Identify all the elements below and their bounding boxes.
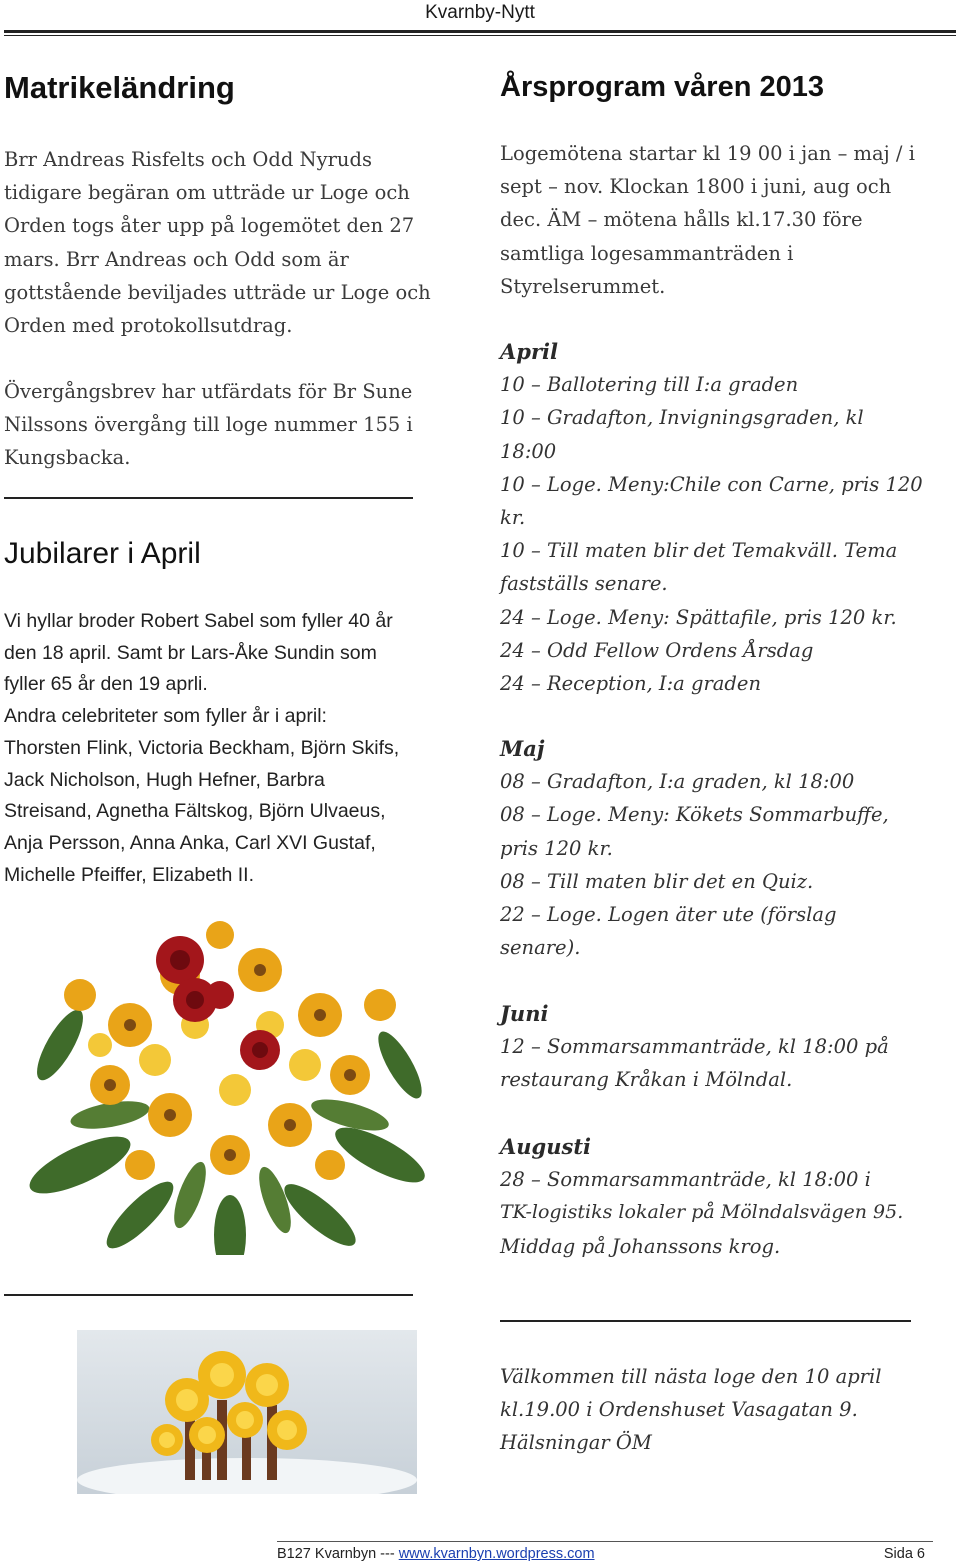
text-line: Övergångsbrev har utfärdats för Br Sune	[4, 380, 413, 403]
welcome-message	[500, 1360, 950, 1460]
schedule-line: senare).	[500, 936, 581, 960]
text-line: Styrelserummet.	[500, 274, 666, 298]
arsprogram-heading: Årsprogram våren 2013	[500, 71, 824, 103]
text-line: Orden med protokollsutdrag.	[4, 314, 293, 338]
text-line: mars. Brr Andreas och Odd som är	[4, 247, 349, 271]
text-line: tidigare begäran om utträde ur Loge och	[4, 181, 410, 205]
coltsfoot-flowers-image	[77, 1330, 417, 1494]
schedule-line: pris 120 kr.	[500, 836, 613, 860]
text-line: den 18 april. Samt br Lars-Åke Sundin som	[4, 641, 377, 664]
matrikel-paragraph-1	[4, 143, 444, 342]
juni-schedule	[500, 997, 950, 1097]
welcome-line: Välkommen till nästa loge den 10 april	[500, 1365, 882, 1388]
text-line: samtliga logesammanträden i	[500, 241, 794, 265]
text-line: Kungsbacka.	[4, 446, 131, 470]
schedule-line: kr.	[500, 506, 526, 530]
jubilarer-text	[4, 606, 444, 891]
footer-label: B127 Kvarnbyn ---	[277, 1546, 399, 1562]
text-line: Anja Persson, Anna Anka, Carl XVI Gustaf,	[4, 831, 376, 854]
section-divider	[4, 497, 413, 499]
schedule-line: 10 – Loge. Meny:Chile con Carne, pris 120	[500, 472, 923, 496]
schedule-line: 08 – Gradafton, I:a graden, kl 18:00	[500, 770, 855, 794]
month-heading-maj: Maj	[500, 736, 545, 761]
text-line: dec. ÄM – mötena hålls kl.17.30 före	[500, 208, 863, 232]
month-heading-augusti: Augusti	[500, 1134, 592, 1159]
schedule-line: 24 – Reception, I:a graden	[500, 672, 762, 696]
schedule-line: restaurang Kråkan i Mölndal.	[500, 1068, 793, 1092]
text-line: Thorsten Flink, Victoria Beckham, Björn Skifs,	[4, 736, 400, 759]
schedule-line: 22 – Loge. Logen äter ute (förslag	[500, 903, 837, 927]
footer-rule	[277, 1541, 933, 1542]
april-schedule	[500, 335, 950, 700]
text-line: Logemötena startar kl 19 00 i jan – maj / i	[500, 142, 915, 165]
schedule-line: 10 – Gradafton, Invigningsgraden, kl	[500, 406, 864, 430]
welcome-line: kl.19.00 i Ordenshuset Vasagatan 9.	[500, 1398, 858, 1422]
text-line: gottstående beviljades utträde ur Loge och	[4, 280, 431, 304]
header-rule-thin	[4, 35, 956, 36]
text-line: Andra celebriteter som fyller år i april:	[4, 705, 327, 728]
text-line: Michelle Pfeiffer, Elizabeth II.	[4, 863, 255, 886]
page-number: Sida 6	[883, 1546, 925, 1562]
schedule-line: 08 – Till maten blir det en Quiz.	[500, 869, 814, 893]
flower-bouquet-image	[20, 915, 440, 1255]
augusti-schedule	[500, 1130, 955, 1263]
website-link[interactable]: www.kvarnbyn.wordpress.com	[398, 1546, 595, 1562]
schedule-line: 18:00	[500, 439, 557, 463]
text-line: fyller 65 år den 19 aprli.	[4, 673, 208, 696]
text-line: Nilssons övergång till loge nummer 155 i	[4, 413, 413, 437]
text-line: Brr Andreas Risfelts och Odd Nyruds	[4, 148, 372, 171]
page-footer	[277, 1543, 933, 1565]
header-rule-thick	[4, 30, 956, 33]
jubilarer-heading: Jubilarer i April	[4, 537, 201, 570]
section-divider	[500, 1320, 911, 1322]
text-line: sept – nov. Klockan 1800 i juni, aug och	[500, 175, 892, 199]
schedule-line: 24 – Loge. Meny: Spättafile, pris 120 kr.	[500, 605, 897, 629]
arsprogram-intro	[500, 137, 950, 303]
month-heading-april: April	[500, 339, 558, 364]
month-heading-juni: Juni	[500, 1001, 549, 1026]
schedule-line: 10 – Till maten blir det Temakväll. Tema	[500, 539, 898, 563]
schedule-line: 10 – Ballotering till I:a graden	[500, 373, 799, 397]
maj-schedule	[500, 732, 950, 964]
schedule-line: 12 – Sommarsammanträde, kl 18:00 på	[500, 1035, 889, 1059]
text-line: Jack Nicholson, Hugh Hefner, Barbra	[4, 768, 325, 791]
text-line: Streisand, Agnetha Fältskog, Björn Ulvaeus,	[4, 800, 386, 823]
schedule-line: 08 – Loge. Meny: Kökets Sommarbuffe,	[500, 803, 889, 827]
schedule-line: Middag på Johanssons krog.	[500, 1234, 781, 1258]
text-line: Orden togs åter upp på logemötet den 27	[4, 214, 415, 238]
matrikel-heading: Matrikeländring	[4, 70, 235, 105]
text-line: Vi hyllar broder Robert Sabel som fyller 40 år	[4, 610, 393, 632]
welcome-line: Hälsningar ÖM	[500, 1431, 652, 1455]
schedule-line: 24 – Odd Fellow Ordens Årsdag	[500, 638, 814, 662]
newsletter-title: Kvarnby-Nytt	[425, 2, 535, 23]
schedule-line: fastställs senare.	[500, 572, 668, 596]
schedule-line: TK-logistiks lokaler på Mölndalsvägen 95.	[500, 1201, 904, 1224]
section-divider	[4, 1294, 413, 1296]
schedule-line: 28 – Sommarsammanträde, kl 18:00 i	[500, 1168, 871, 1192]
matrikel-paragraph-2	[4, 375, 444, 475]
